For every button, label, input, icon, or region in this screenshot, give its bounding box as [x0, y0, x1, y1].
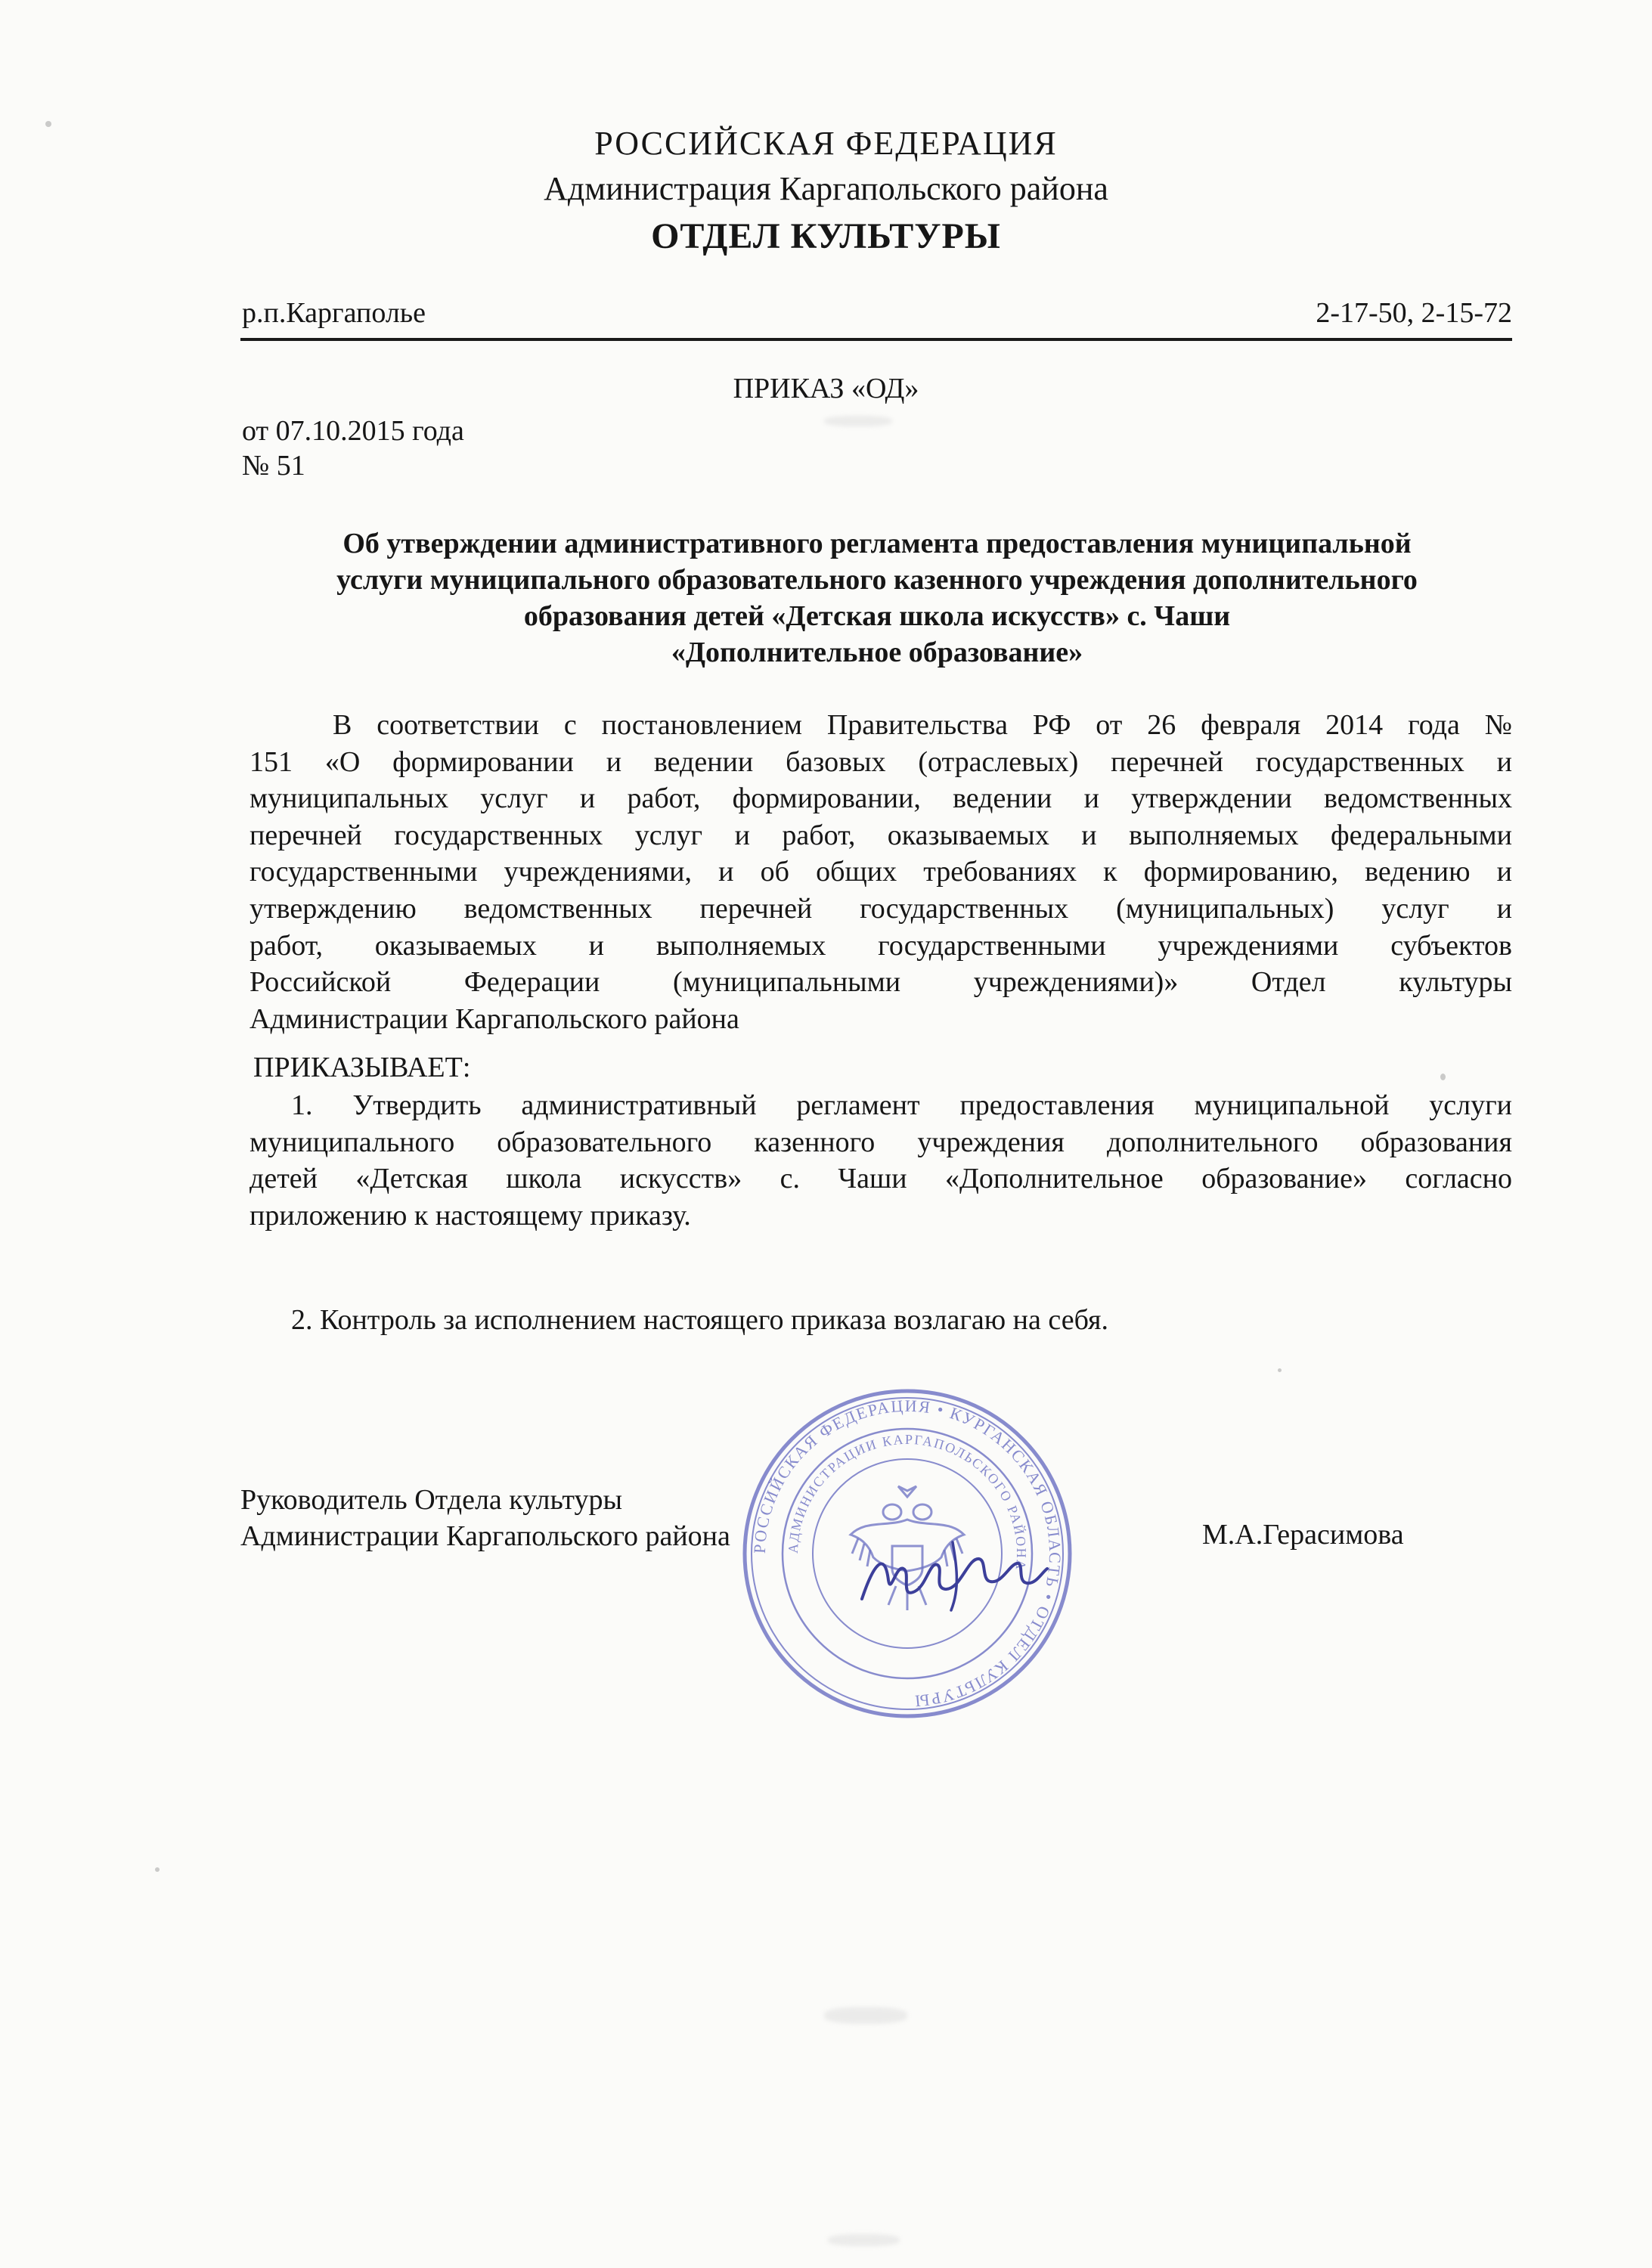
preamble-line: В соответствии с постановлением Правительства РФ от 26 февраля 2014 года №: [333, 709, 1512, 741]
preamble-line: перечней государственных услуг и работ, оказываемых и выполняемых федеральными: [250, 819, 1512, 851]
scan-speck: [1440, 1074, 1446, 1080]
preamble-line: работ, оказываемых и выполняемых государственными учреждениями субъектов: [250, 929, 1512, 962]
order-title: ПРИКАЗ «ОД»: [733, 373, 919, 404]
preamble-line: 151 «О формировании и ведении базовых (отраслевых) перечней государственных и: [250, 745, 1512, 778]
order-item-1: [250, 1087, 1512, 1234]
handwritten-signature-icon: [854, 1535, 1051, 1618]
scan-speck: [45, 121, 51, 127]
preamble-paragraph: [250, 707, 1512, 1037]
header-divider: [240, 338, 1512, 341]
order-subject: [250, 525, 1505, 671]
item-line: приложению к настоящему приказу.: [250, 1199, 691, 1232]
order-number: № 51: [242, 450, 305, 482]
contact-row: [242, 296, 1512, 330]
letterhead: [0, 121, 1652, 262]
preamble-line: Российской Федерации (муниципальными учреждениями)» Отдел культуры: [250, 966, 1512, 999]
order-date: от 07.10.2015 года: [242, 415, 464, 447]
scan-speck: [155, 1867, 160, 1872]
subject-line: услуги муниципального образовательного казенного учреждения дополнительного: [336, 564, 1418, 596]
svg-text:РОССИЙСКАЯ ФЕДЕРАЦИЯ • КУРГАНС: РОССИЙСКАЯ ФЕДЕРАЦИЯ • КУРГАНСКАЯ ОБЛАСТЬ • ОТДЕЛ КУЛЬТУРЫ: [749, 1396, 1065, 1712]
preamble-line: муниципальных услуг и работ, формировании, ведении и утверждении ведомственных: [250, 782, 1512, 815]
item-line: 1. Утвердить административный регламент предоставления муниципальной услуги: [291, 1089, 1512, 1121]
signatory-position: [240, 1482, 730, 1554]
preamble-line: Администрации Каргапольского района: [250, 1002, 739, 1035]
svg-text:АДМИНИСТРАЦИИ КАРГАПОЛЬСКОГО Р: АДМИНИСТРАЦИИ КАРГАПОЛЬСКОГО РАЙОНА: [785, 1431, 1030, 1572]
contact-phones: 2-17-50, 2-15-72: [1316, 297, 1512, 329]
subject-line: «Дополнительное образование»: [671, 637, 1083, 668]
subject-line: Об утверждении административного регламента предоставления муниципальной: [342, 528, 1412, 559]
contact-place: р.п.Каргаполье: [242, 297, 426, 329]
signatory-position-line: Администрации Каргапольского района: [240, 1520, 730, 1552]
orders-label: ПРИКАЗЫВАЕТ:: [253, 1052, 471, 1083]
item-line: 2. Контроль за исполнением настоящего приказа возлагаю на себя.: [291, 1304, 1108, 1336]
scan-speck: [1278, 1368, 1282, 1372]
signatory-position-line: Руководитель Отдела культуры: [240, 1484, 623, 1516]
letterhead-country: РОССИЙСКАЯ ФЕДЕРАЦИЯ: [594, 125, 1058, 162]
scan-smudge: [824, 2007, 907, 2024]
order-item-2: [250, 1302, 1512, 1339]
subject-line: образования детей «Детская школа искусств» с. Чаши: [523, 600, 1231, 632]
preamble-line: утверждению ведомственных перечней государственных (муниципальных) услуг и: [250, 892, 1512, 925]
letterhead-administration: Администрация Каргапольского района: [544, 170, 1108, 207]
signatory-name: М.А.Герасимова: [1202, 1519, 1404, 1551]
scan-smudge: [828, 2234, 900, 2246]
item-line: муниципального образовательного казенного учреждения дополнительного образования: [250, 1126, 1512, 1158]
scan-smudge: [824, 416, 892, 426]
preamble-line: государственными учреждениями, и об общих требованиях к формированию, ведению и: [250, 856, 1512, 888]
letterhead-department: ОТДЕЛ КУЛЬТУРЫ: [651, 216, 1001, 256]
item-line: детей «Детская школа искусств» с. Чаши «Дополнительное образование» согласно: [250, 1163, 1512, 1195]
